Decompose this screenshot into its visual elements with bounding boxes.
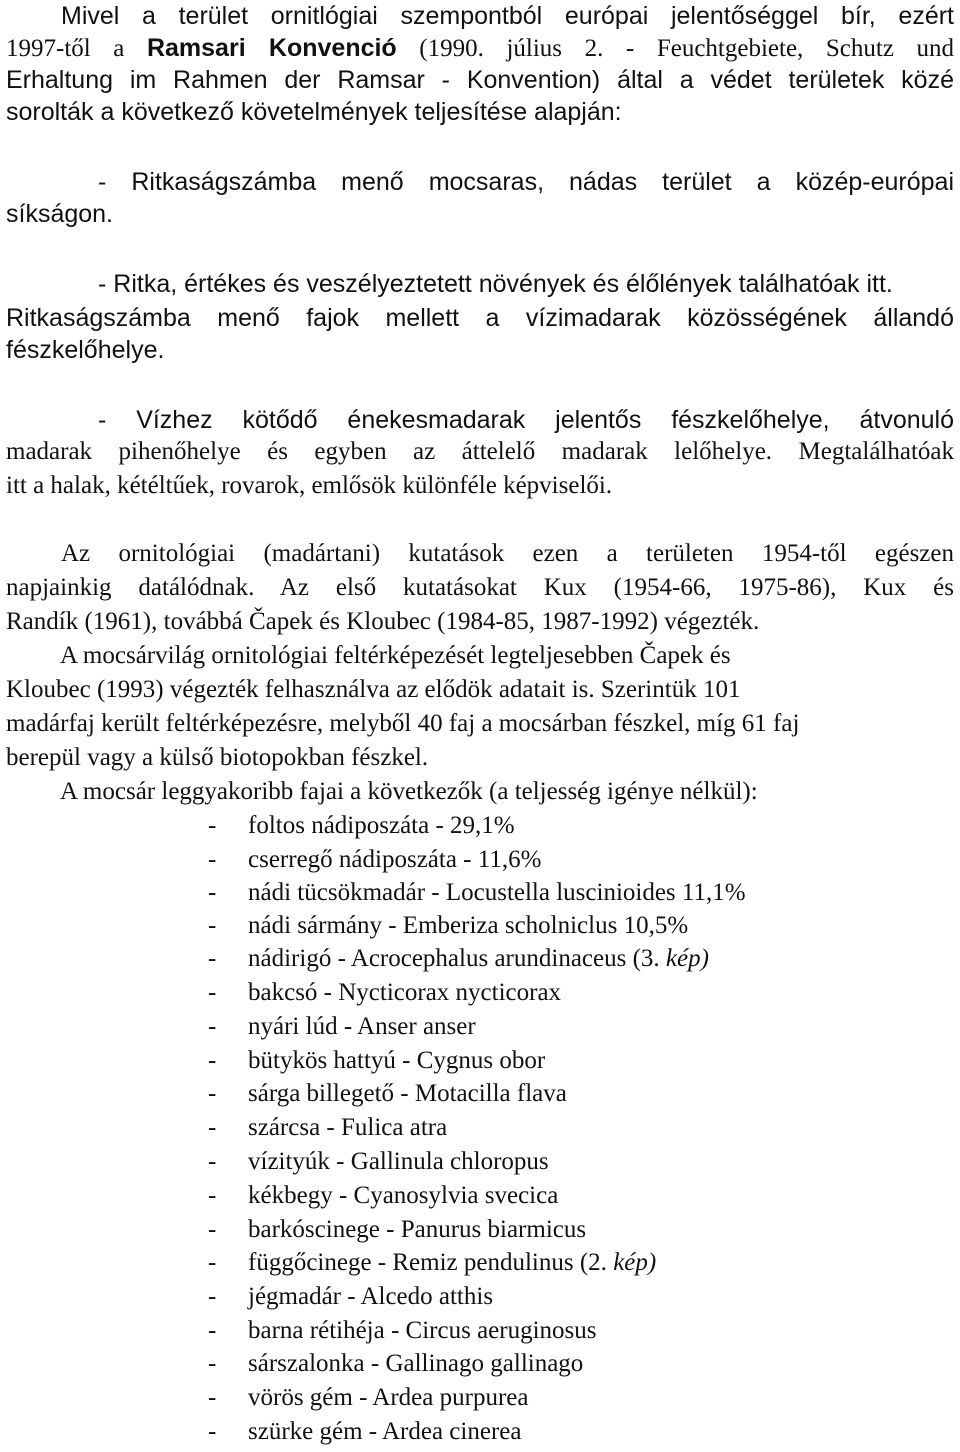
species-item xyxy=(208,1247,656,1279)
list-dash: - xyxy=(208,1317,217,1344)
species-text: barkóscinege - Panurus biarmicus xyxy=(248,1216,587,1243)
list-dash: - xyxy=(208,1047,217,1074)
intro-line-4 xyxy=(6,96,622,128)
requirement-3-line-3 xyxy=(6,470,612,502)
research-line-3 xyxy=(6,606,759,638)
requirement-3-line-1 xyxy=(6,404,954,436)
species-text: barna rétihéja - Circus aeruginosus xyxy=(248,1317,597,1344)
species-item xyxy=(208,810,515,842)
requirement-text: - Ritkaságszámba menő mocsaras, nádas terület a közép-európai xyxy=(98,168,954,196)
species-text: szürke gém - Ardea cinerea xyxy=(248,1418,522,1445)
species-text: vörös gém - Ardea purpurea xyxy=(248,1384,529,1411)
species-item xyxy=(208,977,561,1009)
requirement-text: síkságon. xyxy=(6,200,114,228)
research-text: berepül vagy a külső biotopokban fészkel. xyxy=(6,744,429,771)
species-item xyxy=(208,1011,476,1043)
intro-text: sorolták a következő követelmények teljesítése alapján: xyxy=(6,98,622,126)
list-dash: - xyxy=(208,812,217,839)
list-dash: - xyxy=(208,1350,217,1377)
list-dash: - xyxy=(208,912,217,939)
requirement-1-line-2 xyxy=(6,198,113,230)
species-item xyxy=(208,1348,583,1380)
requirement-text: - Vízhez kötődő énekesmadarak jelentős fészkelőhelye, átvonuló xyxy=(98,406,954,434)
species-text: bütykös hattyú - Cygnus obor xyxy=(248,1047,546,1074)
intro-text: Erhaltung im Rahmen der Ramsar - Konvention) által a védet területek közé xyxy=(6,66,954,94)
species-text: nádi tücsökmadár - Locustella luscinioides 11,1% xyxy=(248,879,746,906)
research-line-1 xyxy=(6,538,954,570)
species-item xyxy=(208,877,746,909)
intro-date-text: (1990. július 2. - Feuchtgebiete, Schutz und xyxy=(419,35,954,62)
list-dash: - xyxy=(208,1249,217,1276)
requirement-text: - Ritka, értékes és veszélyeztetett növények és élőlények találhatóak itt. xyxy=(98,270,893,298)
requirement-2-line-2 xyxy=(6,302,954,334)
intro-text: Mivel a terület ornitlógiai szempontból európai jelentőséggel bír, ezért xyxy=(61,2,954,30)
species-text: függőcinege - Remiz pendulinus (2. xyxy=(248,1249,607,1276)
research-text: napjainkig datálódnak. Az első kutatásokat Kux (1954-66, 1975-86), Kux és xyxy=(6,574,954,601)
species-item xyxy=(208,943,709,975)
requirement-3-line-2 xyxy=(6,436,954,468)
species-text: nyári lúd - Anser anser xyxy=(248,1013,476,1040)
species-text: nádi sármány - Emberiza scholniclus 10,5% xyxy=(248,912,689,939)
species-item xyxy=(208,1078,567,1110)
list-dash: - xyxy=(208,1216,217,1243)
research-text: Az ornitológiai (madártani) kutatások ezen a területen 1954-től egészen xyxy=(61,540,954,567)
species-text: foltos nádiposzáta - 29,1% xyxy=(248,812,515,839)
requirement-text: madarak pihenőhelye és egyben az áttelelő madarak lelőhelye. Megtalálhatóak xyxy=(6,438,954,465)
list-dash: - xyxy=(208,1013,217,1040)
requirement-1-line-1 xyxy=(6,166,954,198)
intro-line-3 xyxy=(6,64,954,96)
species-item xyxy=(208,1416,521,1448)
species-text: jégmadár - Alcedo atthis xyxy=(248,1283,494,1310)
species-item xyxy=(208,1281,493,1313)
species-text: vízityúk - Gallinula chloropus xyxy=(248,1148,549,1175)
ramsar-convention-bold: Ramsari Konvenció xyxy=(146,34,397,62)
list-dash: - xyxy=(208,1080,217,1107)
species-item xyxy=(208,910,688,942)
requirement-2-line-3 xyxy=(6,334,164,366)
list-dash: - xyxy=(208,1283,217,1310)
requirement-text: fészkelőhelye. xyxy=(6,336,165,364)
species-text: kékbegy - Cyanosylvia svecica xyxy=(248,1182,559,1209)
species-item xyxy=(208,1146,549,1178)
species-text: sárszalonka - Gallinago gallinago xyxy=(248,1350,584,1377)
research-line-8 xyxy=(60,776,758,808)
intro-line-2 xyxy=(6,32,954,64)
list-dash: - xyxy=(208,979,217,1006)
list-dash: - xyxy=(208,1114,217,1141)
research-line-4 xyxy=(60,640,731,672)
species-item xyxy=(208,1045,545,1077)
list-dash: - xyxy=(208,1384,217,1411)
species-text: szárcsa - Fulica atra xyxy=(248,1114,448,1141)
species-text: cserregő nádiposzáta - 11,6% xyxy=(248,846,542,873)
research-line-7 xyxy=(6,742,428,774)
species-item xyxy=(208,1214,586,1246)
research-line-5 xyxy=(6,674,740,706)
species-text: nádirigó - Acrocephalus arundinaceus (3. xyxy=(248,945,660,972)
intro-year-text: 1997-től a xyxy=(6,35,125,62)
species-item xyxy=(208,1382,528,1414)
image-reference: kép) xyxy=(659,945,709,972)
list-dash: - xyxy=(208,846,217,873)
list-dash: - xyxy=(208,945,217,972)
research-line-6 xyxy=(6,708,799,740)
research-text: A mocsárvilág ornitológiai feltérképezését legteljesebben Čapek és xyxy=(60,642,731,669)
species-item xyxy=(208,1112,447,1144)
species-text: bakcsó - Nycticorax nycticorax xyxy=(248,979,562,1006)
list-dash: - xyxy=(208,879,217,906)
species-item xyxy=(208,844,541,876)
list-dash: - xyxy=(208,1148,217,1175)
list-dash: - xyxy=(208,1182,217,1209)
species-item xyxy=(208,1180,558,1212)
research-text: Kloubec (1993) végezték felhasználva az elődök adatait is. Szerintük 101 xyxy=(6,676,741,703)
research-text: A mocsár leggyakoribb fajai a következők (a teljesség igénye nélkül): xyxy=(60,778,758,805)
image-reference: kép) xyxy=(606,1249,657,1276)
requirement-text: itt a halak, kétéltűek, rovarok, emlősök különféle képviselői. xyxy=(6,472,613,499)
intro-line-1 xyxy=(6,0,954,32)
list-dash: - xyxy=(208,1418,217,1445)
research-line-2 xyxy=(6,572,954,604)
requirement-2-line-1 xyxy=(98,268,893,300)
species-text: sárga billegető - Motacilla flava xyxy=(248,1080,567,1107)
requirement-text: Ritkaságszámba menő fajok mellett a vízimadarak közösségének állandó xyxy=(6,304,954,332)
research-text: Randík (1961), továbbá Čapek és Kloubec (1984-85, 1987-1992) végezték. xyxy=(6,608,760,635)
research-text: madárfaj került feltérképezésre, melyből 40 faj a mocsárban fészkel, míg 61 faj xyxy=(6,710,800,737)
species-item xyxy=(208,1315,597,1347)
